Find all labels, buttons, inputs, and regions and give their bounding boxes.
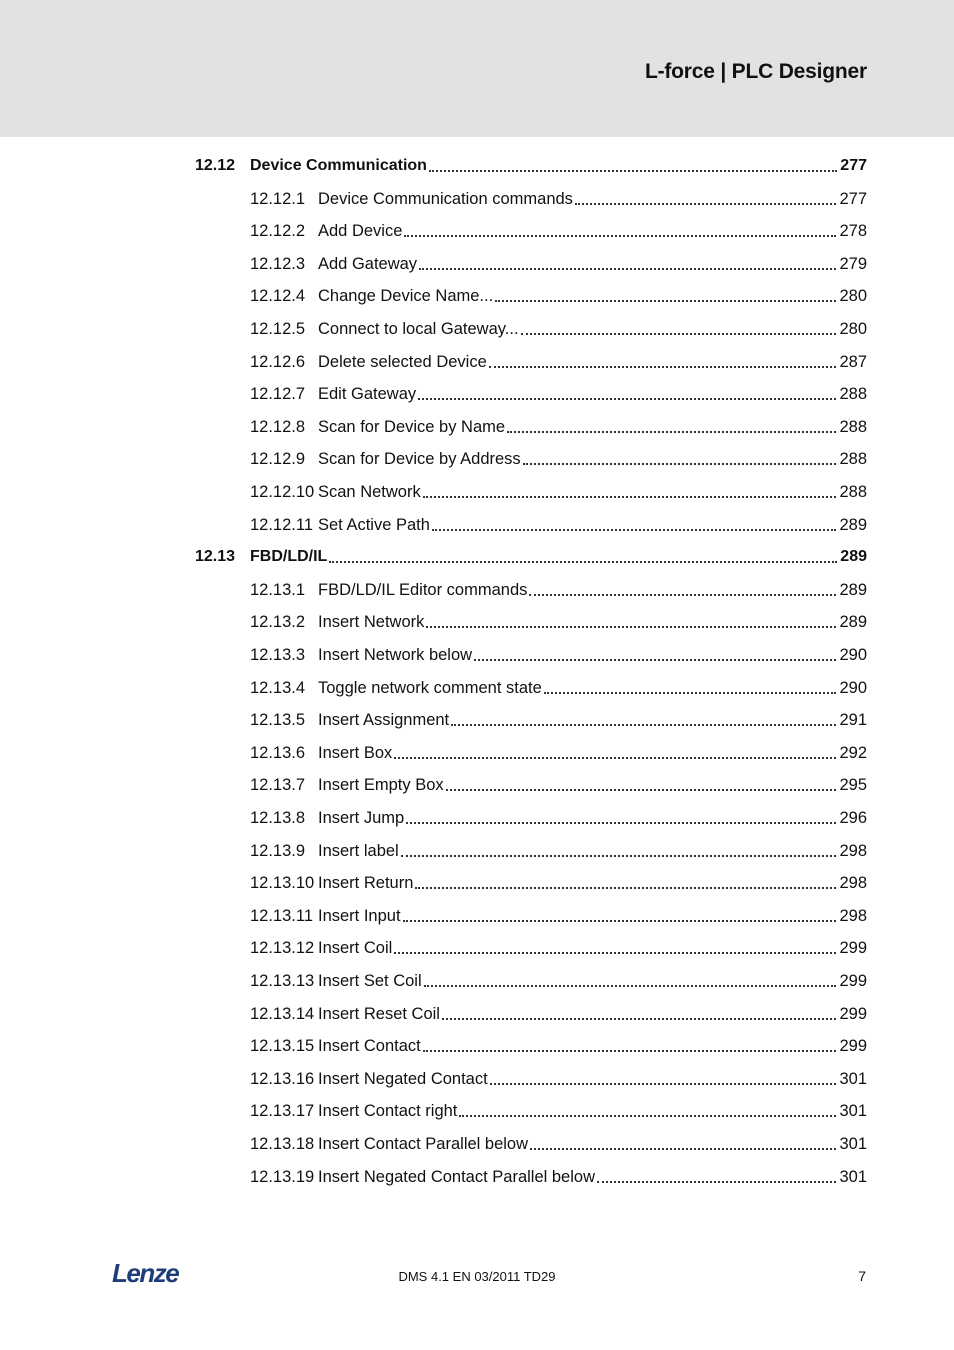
toc-subsection-entry[interactable] [250, 639, 867, 671]
toc-subsection-entry[interactable] [250, 835, 867, 867]
toc-page-number: 291 [839, 711, 867, 730]
toc-subsection-entry[interactable] [250, 574, 867, 606]
toc-title: Scan Network [318, 483, 421, 501]
toc-section-entry[interactable] [195, 150, 867, 182]
toc-title: Add Gateway [318, 254, 418, 273]
toc-number: 12.13.6 [250, 743, 306, 762]
toc-subsection-entry[interactable] [250, 378, 867, 410]
toc-page-number: 298 [839, 841, 867, 860]
toc-page-number: 301 [839, 1102, 867, 1121]
toc-leader-dots [426, 626, 836, 628]
lenze-logo: Lenze [112, 1258, 179, 1288]
toc-subsection-entry[interactable] [250, 248, 867, 280]
toc-number: 12.13.8 [250, 809, 306, 827]
toc-page-number: 288 [839, 450, 867, 469]
toc-page-number: 299 [839, 1037, 867, 1056]
toc-page-number: 287 [839, 352, 867, 371]
toc-page-number: 298 [839, 874, 867, 893]
toc-leader-dots [403, 920, 837, 922]
toc-page-number: 298 [839, 906, 867, 925]
toc-number: 12.12.8 [250, 417, 306, 436]
toc-subsection-entry[interactable] [250, 802, 867, 834]
toc-title: Set Active Path [318, 515, 430, 534]
toc-title: Insert Contact right [318, 1102, 458, 1121]
toc-leader-dots [329, 561, 837, 563]
toc-leader-dots [446, 789, 837, 791]
toc-number: 12.12.6 [250, 352, 306, 371]
toc-number: 12.12 [195, 157, 236, 174]
toc-page-number: 295 [839, 776, 867, 795]
toc-page-number: 290 [839, 646, 867, 664]
toc-leader-dots [394, 757, 836, 759]
toc-title: Scan for Device by Address [318, 450, 521, 469]
footer-page-number: 7 [858, 1268, 866, 1284]
toc-number: 12.12.2 [250, 222, 306, 241]
toc-page-number: 280 [839, 287, 867, 306]
toc-title: Insert Reset Coil [318, 1004, 440, 1023]
toc-leader-dots [432, 529, 837, 531]
toc-leader-dots [575, 203, 837, 205]
toc-leader-dots [424, 985, 837, 987]
toc-title: Device Communication [250, 157, 427, 174]
toc-leader-dots [523, 463, 837, 465]
toc-leader-dots [418, 398, 836, 400]
toc-subsection-entry[interactable] [250, 346, 867, 378]
footer-document-id: DMS 4.1 EN 03/2011 TD29 [398, 1269, 556, 1284]
toc-number: 12.13.19 [250, 1167, 315, 1186]
toc-page-number: 279 [839, 254, 867, 273]
toc-leader-dots [530, 1148, 836, 1150]
toc-title: Connect to local Gateway... [318, 320, 519, 338]
toc-number: 12.13.7 [250, 776, 306, 795]
toc-subsection-entry[interactable] [250, 1063, 867, 1095]
toc-leader-dots [490, 1083, 837, 1085]
toc-title: Insert Box [318, 743, 393, 762]
toc-page-number: 277 [840, 157, 867, 174]
toc-page-number: 289 [839, 515, 867, 534]
toc-title: FBD/LD/IL [250, 548, 328, 566]
toc-page-number: 278 [839, 222, 867, 241]
toc-subsection-entry[interactable] [250, 606, 867, 638]
toc-page-number: 289 [839, 580, 867, 599]
toc-section-entry[interactable] [195, 541, 867, 573]
toc-title: Insert Input [318, 906, 401, 925]
toc-title: Insert Coil [318, 939, 393, 958]
toc-leader-dots [442, 1018, 837, 1020]
toc-page-number: 301 [839, 1135, 867, 1153]
toc-leader-dots [495, 300, 836, 302]
toc-subsection-entry[interactable] [250, 509, 867, 541]
toc-number: 12.13.1 [250, 580, 306, 599]
toc-number: 12.13.15 [250, 1037, 315, 1056]
toc-number: 12.13.16 [250, 1069, 315, 1088]
toc-leader-dots [423, 1050, 837, 1052]
toc-number: 12.13.9 [250, 841, 306, 860]
toc-leader-dots [597, 1181, 836, 1183]
toc-title: Insert Set Coil [318, 972, 422, 990]
toc-title: Scan for Device by Name [318, 417, 506, 436]
toc-page-number: 299 [839, 939, 867, 958]
toc-title: Change Device Name... [318, 287, 494, 306]
toc-title: Insert Negated Contact [318, 1069, 488, 1088]
toc-title: Toggle network comment state [318, 678, 542, 697]
toc-title: Insert Empty Box [318, 776, 444, 795]
toc-title: FBD/LD/IL Editor commands [318, 580, 528, 599]
toc-subsection-entry[interactable] [250, 443, 867, 475]
toc-page-number: 301 [839, 1069, 867, 1088]
toc-subsection-entry[interactable] [250, 1128, 867, 1160]
toc-number: 12.12.9 [250, 450, 306, 469]
toc-leader-dots [451, 724, 836, 726]
toc-page-number: 280 [839, 320, 867, 338]
toc-leader-dots [529, 594, 836, 596]
document-title: L-force | PLC Designer [644, 60, 867, 83]
toc-leader-dots [459, 1115, 836, 1117]
toc-subsection-entry[interactable] [250, 183, 867, 215]
toc-leader-dots [474, 659, 836, 661]
toc-leader-dots [406, 822, 836, 824]
toc-page-number: 290 [839, 678, 867, 697]
toc-page-number: 289 [840, 548, 867, 566]
toc-page-number: 288 [839, 417, 867, 436]
toc-number: 12.12.11 [250, 515, 314, 534]
toc-number: 12.12.7 [250, 385, 306, 404]
toc-leader-dots [419, 268, 836, 270]
toc-title: Edit Gateway [318, 385, 417, 404]
toc-title: Insert Contact Parallel below [318, 1135, 529, 1153]
toc-number: 12.12.5 [250, 320, 306, 338]
toc-subsection-entry[interactable] [250, 215, 867, 247]
toc-leader-dots [429, 170, 837, 172]
toc-number: 12.13.4 [250, 678, 306, 697]
toc-number: 12.13.17 [250, 1102, 315, 1121]
toc-subsection-entry[interactable] [250, 704, 867, 736]
toc-title: Add Device [318, 222, 403, 241]
toc-page-number: 292 [839, 743, 867, 762]
toc-leader-dots [507, 431, 836, 433]
toc-title: Insert Network [318, 613, 425, 632]
toc-subsection-entry[interactable] [250, 932, 867, 964]
toc-page-number: 288 [839, 483, 867, 501]
header-band [0, 0, 954, 137]
toc-number: 12.13.5 [250, 711, 306, 730]
toc-title: Insert Negated Contact Parallel below [318, 1167, 595, 1186]
toc-subsection-entry[interactable] [250, 672, 867, 704]
toc-leader-dots [415, 887, 836, 889]
toc-subsection-entry[interactable] [250, 900, 867, 932]
toc-number: 12.13 [195, 548, 236, 566]
toc-subsection-entry[interactable] [250, 965, 867, 997]
toc-number: 12.12.1 [250, 189, 306, 208]
toc-subsection-entry[interactable] [250, 769, 867, 801]
toc-number: 12.13.2 [250, 613, 306, 632]
toc-number: 12.13.18 [250, 1135, 315, 1153]
toc-number: 12.12.3 [250, 254, 306, 273]
toc-page-number: 288 [839, 385, 867, 404]
toc-subsection-entry[interactable] [250, 1095, 867, 1127]
toc-title: Device Communication commands [318, 189, 573, 208]
toc-number: 12.13.3 [250, 646, 306, 664]
toc-subsection-entry[interactable] [250, 998, 867, 1030]
toc-page-number: 296 [839, 809, 867, 827]
toc-title: Delete selected Device [318, 352, 487, 371]
toc-title: Insert Jump [318, 809, 405, 827]
toc-subsection-entry[interactable] [250, 1030, 867, 1062]
toc-page-number: 277 [839, 189, 867, 208]
toc-title: Insert label [318, 841, 399, 860]
toc-title: Insert Network below [318, 646, 473, 664]
toc-number: 12.13.11 [250, 906, 314, 925]
toc-page-number: 299 [839, 1004, 867, 1023]
toc-title: Insert Contact [318, 1037, 421, 1056]
toc-leader-dots [489, 366, 837, 368]
toc-subsection-entry[interactable] [250, 1161, 867, 1193]
toc-number: 12.12.10 [250, 483, 315, 501]
toc-page-number: 301 [839, 1167, 867, 1186]
toc-subsection-entry[interactable] [250, 867, 867, 899]
toc-subsection-entry[interactable] [250, 411, 867, 443]
toc-leader-dots [404, 235, 836, 237]
toc-leader-dots [394, 952, 836, 954]
toc-leader-dots [544, 692, 837, 694]
toc-title: Insert Return [318, 874, 414, 893]
toc-number: 12.13.14 [250, 1004, 315, 1023]
toc-number: 12.13.10 [250, 874, 315, 893]
toc-page-number: 289 [839, 613, 867, 632]
toc-subsection-entry[interactable] [250, 280, 867, 312]
toc-page-number: 299 [839, 972, 867, 990]
toc-leader-dots [521, 333, 837, 335]
toc-number: 12.13.13 [250, 972, 315, 990]
toc-number: 12.13.12 [250, 939, 315, 958]
toc-subsection-entry[interactable] [250, 313, 867, 345]
toc-subsection-entry[interactable] [250, 476, 867, 508]
toc-subsection-entry[interactable] [250, 737, 867, 769]
toc-leader-dots [423, 496, 837, 498]
toc-title: Insert Assignment [318, 711, 450, 730]
toc-number: 12.12.4 [250, 287, 306, 306]
toc-leader-dots [401, 855, 837, 857]
